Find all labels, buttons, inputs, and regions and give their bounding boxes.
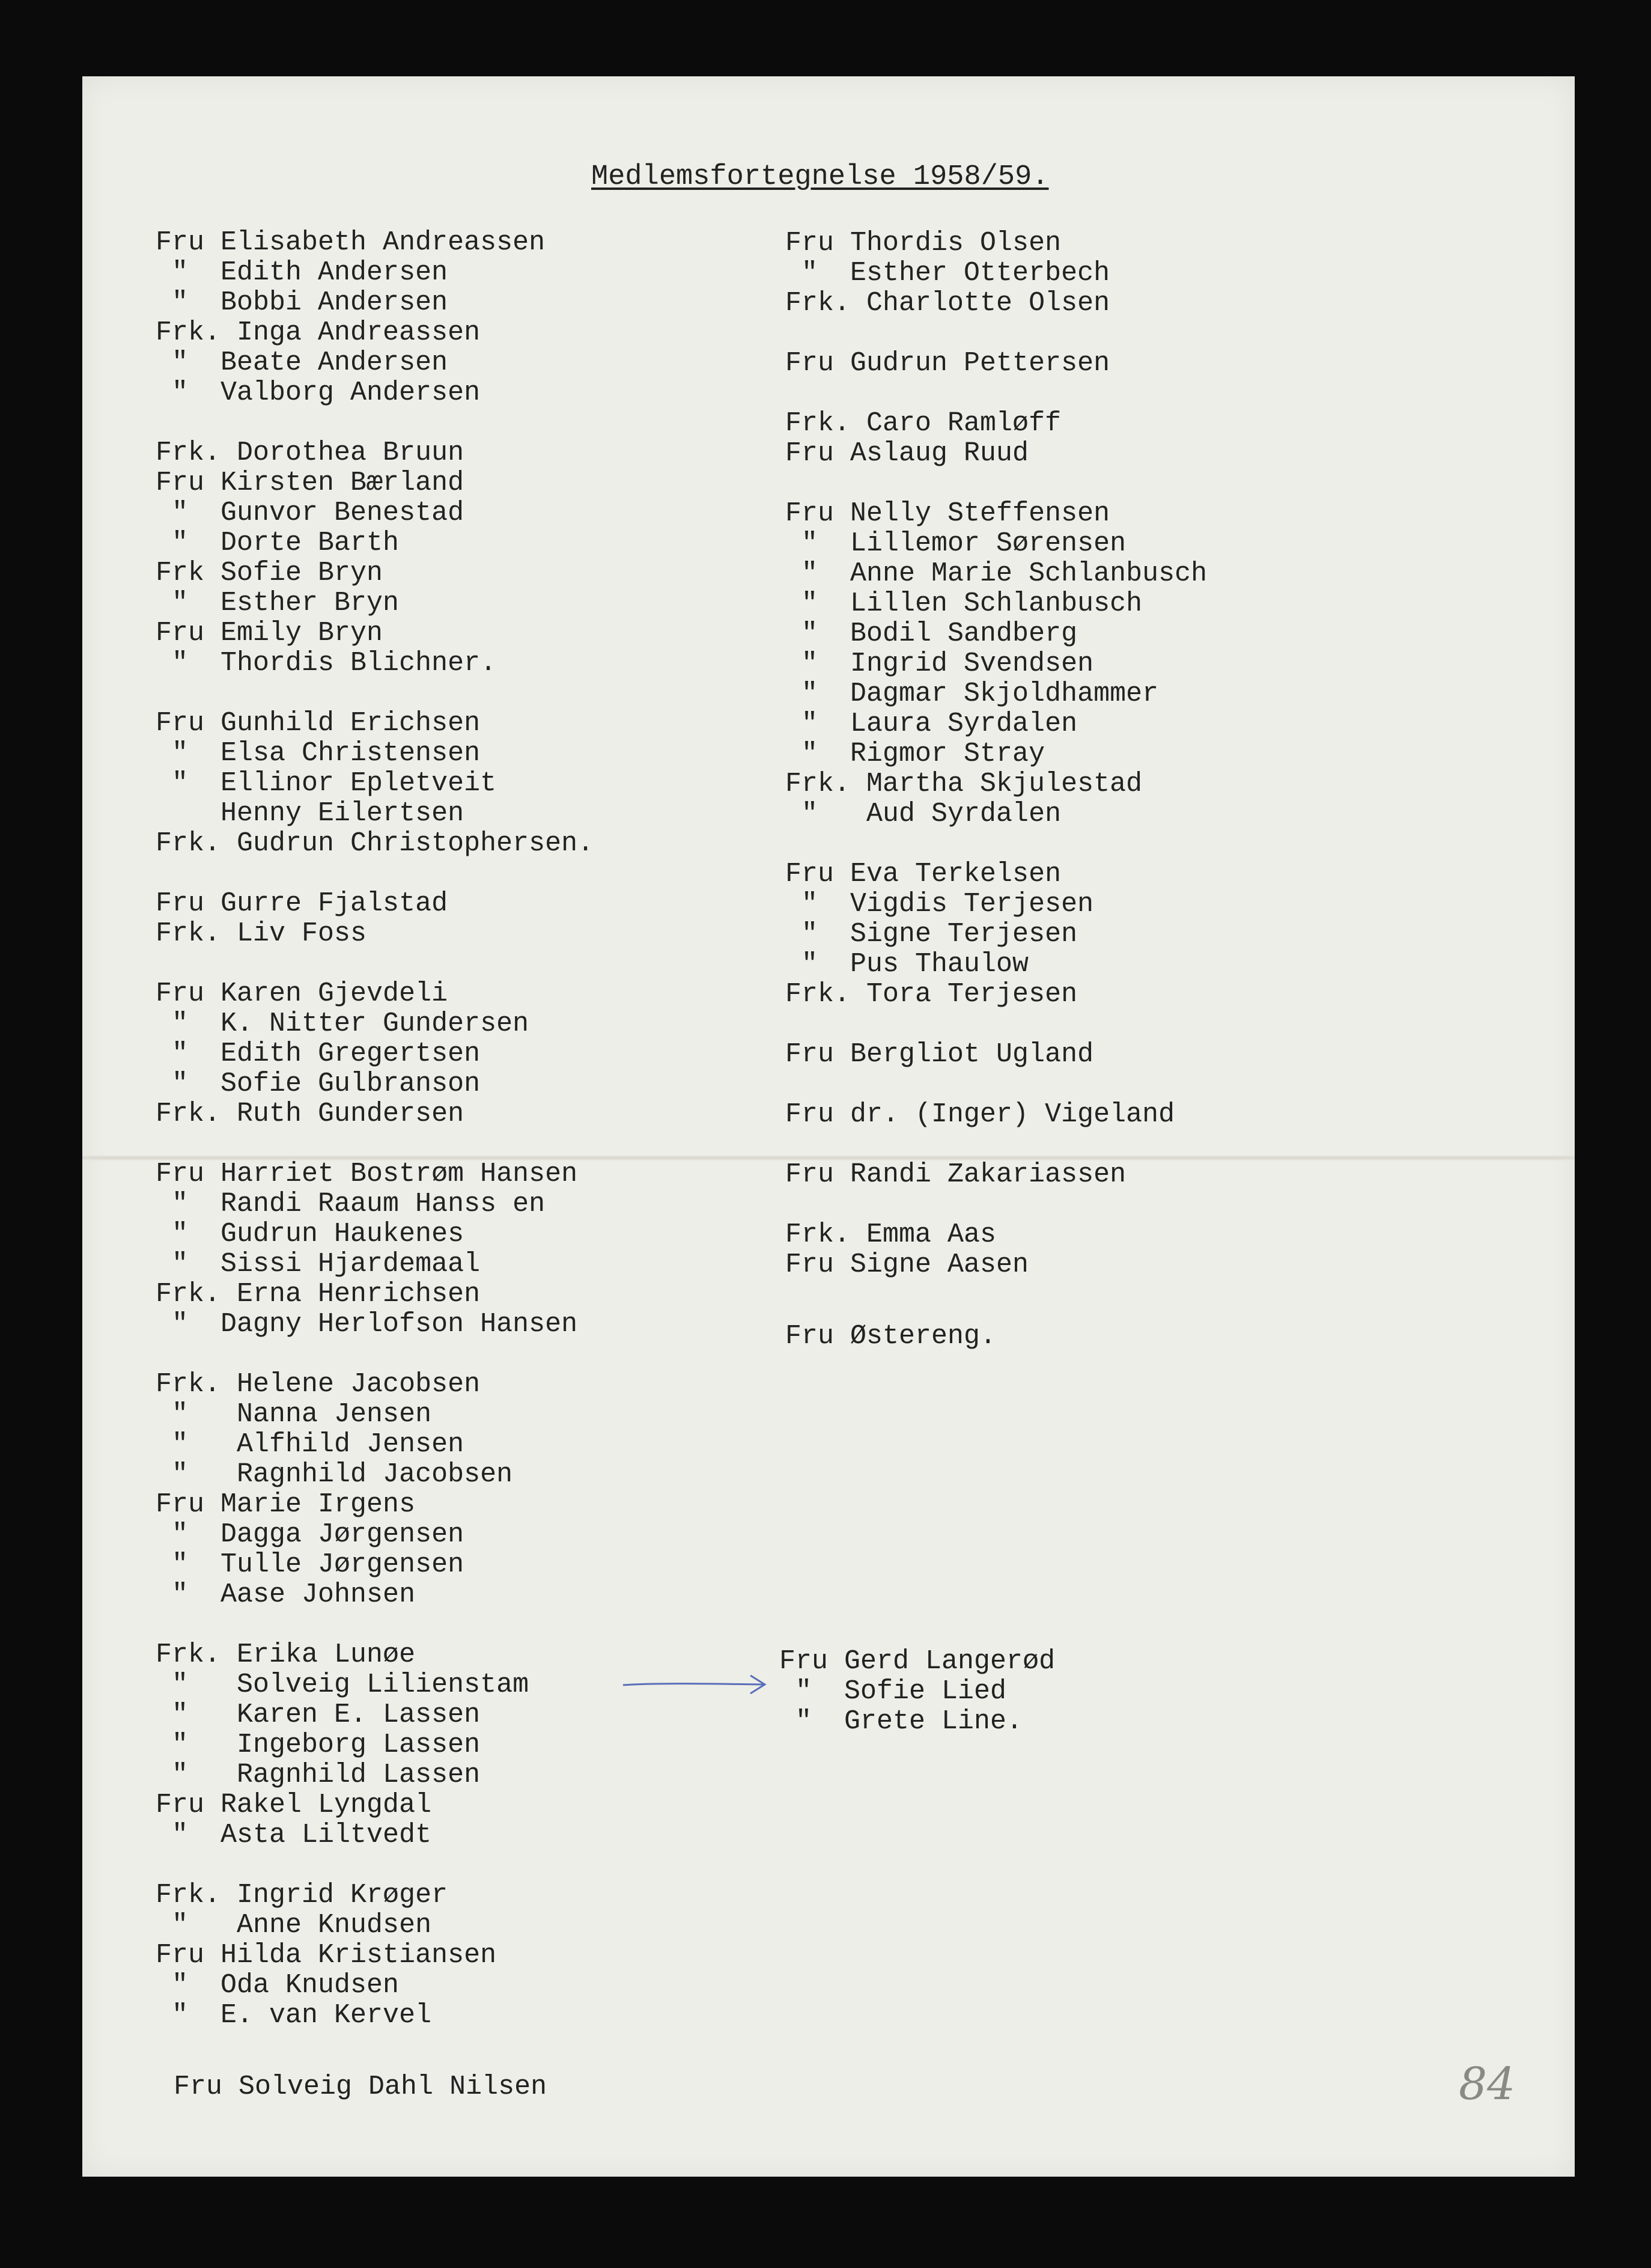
member-entry: Frk. Ingrid Krøger — [156, 1880, 448, 1910]
member-entry: Fru Randi Zakariassen — [785, 1159, 1127, 1190]
member-entry: " Pus Thaulow — [785, 949, 1029, 980]
member-entry: Fru Thordis Olsen — [785, 228, 1062, 258]
list-spacer — [156, 859, 594, 889]
member-entry: " Edith Andersen — [156, 257, 448, 288]
member-entry: Fru Harriet Bostrøm Hansen — [156, 1159, 578, 1189]
member-entry: " Ingrid Svendsen — [785, 648, 1094, 679]
member-list-right — [785, 228, 1207, 1280]
member-entry: " Ingeborg Lassen — [156, 1730, 481, 1760]
member-list-left — [156, 228, 594, 2031]
member-entry: " Anne Marie Schlanbusch — [785, 558, 1208, 589]
list-spacer — [156, 408, 594, 438]
member-entry: Frk. Inga Andreassen — [156, 317, 481, 348]
member-entry: " Randi Raaum Hanss en — [156, 1189, 546, 1219]
member-entry: Fru dr. (Inger) Vigeland — [785, 1099, 1175, 1130]
member-entry: " Valborg Andersen — [156, 377, 481, 408]
list-spacer — [785, 319, 1207, 349]
arrow-right-icon — [622, 1672, 772, 1696]
member-entry: " Dorte Barth — [156, 528, 400, 558]
list-spacer — [785, 1010, 1207, 1040]
member-entry: Frk. Charlotte Olsen — [785, 288, 1110, 319]
member-entry: " Sofie Gulbranson — [156, 1068, 481, 1099]
list-spacer — [156, 1610, 594, 1640]
member-entry: Frk. Erna Henrichsen — [156, 1279, 481, 1309]
added-member-entry: Fru Gerd Langerød — [779, 1646, 1056, 1677]
member-entry: Fru Nelly Steffensen — [785, 498, 1110, 529]
member-entry: " Alfhild Jensen — [156, 1429, 464, 1460]
list-spacer — [156, 678, 594, 709]
member-entry: " K. Nitter Gundersen — [156, 1008, 529, 1039]
list-spacer — [156, 1129, 594, 1159]
member-entry: Frk. Gudrun Christophersen. — [156, 828, 594, 859]
list-spacer — [785, 1070, 1207, 1100]
member-entry: Frk Sofie Bryn — [156, 558, 383, 588]
member-entry: Frk. Erika Lunøe — [156, 1639, 416, 1670]
member-entry: " Nanna Jensen — [156, 1399, 432, 1430]
member-entry: " Dagny Herlofson Hansen — [156, 1309, 578, 1340]
member-entry: Fru Eva Terkelsen — [785, 859, 1062, 889]
member-entry: Fru Aslaug Ruud — [785, 438, 1029, 469]
member-entry: " Karen E. Lassen — [156, 1699, 481, 1730]
page-number: 84 — [1459, 2058, 1516, 2110]
member-entry: " Gudrun Haukenes — [156, 1219, 464, 1249]
document-title: Medlemsfortegnelse 1958/59. — [591, 161, 1049, 193]
member-entry: " Tulle Jørgensen — [156, 1549, 464, 1580]
member-entry: " Thordis Blichner. — [156, 648, 497, 678]
added-member-entry: " Sofie Lied — [779, 1676, 1007, 1707]
list-spacer — [785, 469, 1207, 499]
member-entry: Frk. Emma Aas — [785, 1219, 997, 1250]
list-spacer — [156, 1850, 594, 1880]
member-entry: " Aase Johnsen — [156, 1579, 416, 1610]
member-entry: " Beate Andersen — [156, 347, 448, 378]
member-entry: " Dagmar Skjoldhammer — [785, 678, 1159, 709]
member-entry: " Ellinor Epletveit — [156, 768, 497, 799]
member-entry: " Ragnhild Lassen — [156, 1760, 481, 1790]
list-spacer — [785, 1130, 1207, 1160]
list-spacer — [785, 829, 1207, 859]
member-entry: " Rigmor Stray — [785, 739, 1045, 769]
member-entry: Fru Gunhild Erichsen — [156, 708, 481, 739]
member-entry: " Oda Knudsen — [156, 1970, 400, 2001]
member-entry: Fru Elisabeth Andreassen — [156, 227, 546, 258]
member-entry: Fru Signe Aasen — [785, 1249, 1029, 1280]
member-entry: Fru Rakel Lyngdal — [156, 1790, 432, 1820]
member-entry: " Laura Syrdalen — [785, 709, 1078, 739]
member-entry: " Vigdis Terjesen — [785, 889, 1094, 919]
member-entry: Fru Marie Irgens — [156, 1489, 416, 1520]
member-entry: Fru Karen Gjevdeli — [156, 978, 448, 1009]
list-spacer — [156, 949, 594, 979]
member-entry: Frk. Helene Jacobsen — [156, 1369, 481, 1400]
member-entry: Fru Kirsten Bærland — [156, 468, 464, 498]
member-entry: " Sissi Hjardemaal — [156, 1249, 481, 1279]
member-entry: " Esther Bryn — [156, 588, 400, 618]
member-entry: " Esther Otterbech — [785, 258, 1110, 288]
member-entry: " Edith Gregertsen — [156, 1038, 481, 1069]
member-entry-last-left: Fru Solveig Dahl Nilsen — [174, 2071, 547, 2102]
member-entry: " Bobbi Andersen — [156, 287, 448, 318]
member-entry: Fru Hilda Kristiansen — [156, 1940, 497, 1971]
member-entry-last-right: Fru Østereng. — [785, 1321, 997, 1352]
member-entry: " Aud Syrdalen — [785, 799, 1062, 829]
member-list-added — [779, 1647, 1055, 1737]
list-spacer — [785, 1190, 1207, 1220]
member-entry: " Bodil Sandberg — [785, 618, 1078, 649]
member-entry: Fru Gurre Fjalstad — [156, 888, 448, 919]
member-entry: " Anne Knudsen — [156, 1910, 432, 1940]
member-entry: Frk. Martha Skjulestad — [785, 769, 1143, 799]
member-entry: Frk. Caro Ramløff — [785, 408, 1062, 439]
member-entry: Frk. Tora Terjesen — [785, 979, 1078, 1010]
member-entry: " Asta Liltvedt — [156, 1820, 432, 1850]
member-entry: " Ragnhild Jacobsen — [156, 1459, 513, 1490]
member-entry: Henny Eilertsen — [156, 798, 464, 829]
member-entry: " Elsa Christensen — [156, 738, 481, 769]
member-entry: " Gunvor Benestad — [156, 498, 464, 528]
member-entry: " E. van Kervel — [156, 2000, 432, 2031]
member-entry: " Signe Terjesen — [785, 919, 1078, 950]
member-entry: Frk. Liv Foss — [156, 918, 367, 949]
member-entry: " Dagga Jørgensen — [156, 1519, 464, 1550]
member-entry: Fru Bergliot Ugland — [785, 1039, 1094, 1070]
member-entry: Fru Gudrun Pettersen — [785, 348, 1110, 379]
member-entry: Frk. Ruth Gundersen — [156, 1099, 464, 1129]
member-entry: Fru Emily Bryn — [156, 618, 383, 648]
list-spacer — [156, 1340, 594, 1370]
member-entry: Frk. Dorothea Bruun — [156, 437, 464, 468]
list-spacer — [785, 379, 1207, 409]
member-entry: " Solveig Lilienstam — [156, 1669, 529, 1700]
member-entry: " Lillen Schlanbusch — [785, 588, 1143, 619]
member-entry: " Lillemor Sørensen — [785, 528, 1127, 559]
added-member-entry: " Grete Line. — [779, 1706, 1023, 1737]
